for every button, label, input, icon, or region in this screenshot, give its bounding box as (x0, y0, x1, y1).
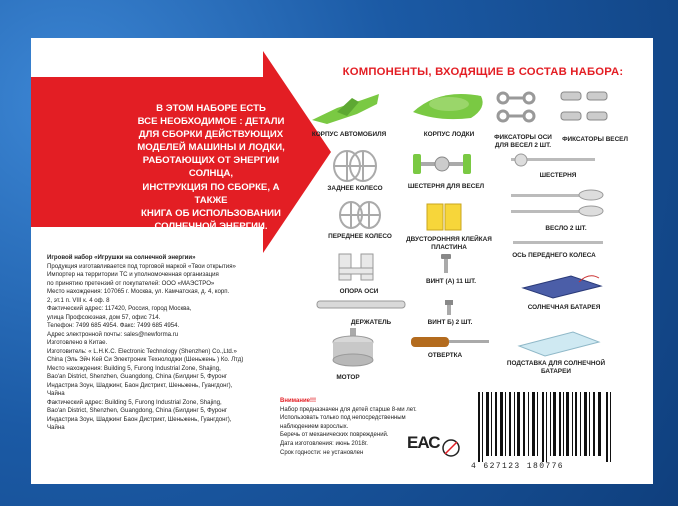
components-title: КОМПОНЕНТЫ, ВХОДЯЩИЕ В СОСТАВ НАБОРА: (342, 66, 624, 78)
motor-label: МОТОР (336, 374, 360, 381)
screwdriver-image (409, 334, 493, 350)
arrow-text: В ЭТОМ НАБОРЕ ЕСТЬ ВСЕ НЕОБХОДИМОЕ : ДЕТАЛИ ДЛЯ СБОРКИ ДЕЙСТВУЮЩИХ МОДЕЛЕЙ МАШИНЫ И ЛОДКИ, РАБОТАЮЩИХ ОТ ЭНЕРГИИ СОЛНЦА, ИНСТРУКЦИЯ ПО СБОРКЕ, А ТАКЖЕ КНИГА ОБ ИСПОЛЬЗОВАНИИ СОЛНЕЧНОЙ ЭНЕРГИИ. (137, 103, 285, 232)
screw-b-label: ВИНТ Б) 2 ШТ. (427, 319, 473, 326)
oar-fixers-image (557, 86, 615, 130)
front-axle-image (511, 236, 607, 250)
solar-battery-image (519, 268, 605, 302)
rear-wheel-label: ЗАДНЕЕ КОЛЕСО (327, 185, 383, 192)
front-axle-label: ОСЬ ПЕРЕДНЕГО КОЛЕСА (512, 252, 596, 259)
battery-stand-label: ПОДСТАВКА ДЛЯ СОЛНЕЧНОЙ БАТАРЕИ (506, 360, 606, 375)
barcode-number: 4 627123 180776 (471, 462, 565, 471)
car-body-image (307, 90, 387, 130)
age-warning-icon (441, 438, 461, 458)
holder-image (315, 296, 411, 312)
boat-body-image (409, 86, 489, 126)
screw-b-image (443, 298, 455, 318)
oar-clips-label: ФИКСАТОРЫ ОСИ ДЛЯ ВЕСЕЛ 2 ШТ. (494, 134, 552, 149)
legal-info: Игровой набор «Игрушки на солнечной энергии» Продукция изготавливается под торговой маркой «Твои открытия» Импортер на территории ТС и уполномоченная организация по принятию претензий от покупателей: ООО «МАЭСТРО» Место нахождения: 107065 г. Москва, ул. Камчатская, д. 4, корп. 2, эт.1 п. VIII к. 4 оф. 8 Фактический адрес: 117420, Россия, город Москва, улица Профсоюзная, дом 57, офис 714. Телефон: 7499 685 4954. Факс: 7499 685 4954. Адрес электронной почты: sales@newforma.ru Изготовлено в Китае. Изготовитель: « L.H.K.C. Electronic Technology (Shenzhen) Co.,Ltd.» China (Эль Эйч Кей Си Электроник Технолоджи (Шеньжень ) Ко. Лтд) Место нахождения: Building 5, Furong Industrial Zone, Shajing, Bao'an District, Shenzhen, Guangdong, China (Билдинг 5, Фуронг Индастриа Зоун, Шаджинг, Баон Дистрикт, Шеньжень, Гуангдонг), Чайна Фактический адрес: Building 5, Furong Industrial Zone, Shajing, Bao'an District, Shenzhen, Guangdong, China (Билдинг 5, Фуронг Индастриа Зоун, Шаджинг Баон Дистрикт, Шеньжень, Гуангдонг), Чайна (47, 254, 244, 431)
package-panel (31, 38, 653, 484)
axle-support-label: ОПОРА ОСИ (339, 288, 379, 295)
oar-label: ВЕСЛО 2 ШТ. (545, 225, 587, 232)
oar-gear-label: ШЕСТЕРНЯ ДЛЯ ВЕСЕЛ (407, 183, 485, 190)
oar-fixers-label: ФИКСАТОРЫ ВЕСЕЛ (562, 136, 628, 143)
screwdriver-label: ОТВЕРТКА (427, 352, 463, 359)
boat-body-label: КОРПУС ЛОДКИ (423, 131, 475, 138)
rear-wheel-image (329, 146, 381, 186)
motor-image (327, 326, 379, 368)
screw-a-label: ВИНТ (А) 11 ШТ. (425, 278, 477, 285)
warning-block: Внимание!!! Набор предназначен для детей старше 8-ми лет. Использовать только под непосредственным наблюдением взрослых. Беречь от механических повреждений. Дата изготовления: июнь 2018г. Срок годности: не установлен (280, 397, 460, 457)
holder-label: ДЕРЖАТЕЛЬ (350, 319, 392, 326)
front-wheel-label: ПЕРЕДНЕЕ КОЛЕСО (328, 233, 392, 240)
eac-mark: ЕАС (407, 433, 440, 452)
axle-support-image (335, 248, 381, 286)
adhesive-plate-label: ДВУСТОРОННЯЯ КЛЕЙКАЯ ПЛАСТИНА (406, 236, 492, 251)
oar-clips-image (493, 88, 541, 128)
oar-gear-image (409, 150, 475, 180)
gear-label: ШЕСТЕРНЯ (539, 172, 577, 179)
barcode-image (476, 392, 616, 462)
gear-image (509, 150, 599, 170)
screw-a-image (439, 252, 453, 276)
adhesive-plate-image (425, 202, 465, 234)
solar-battery-label: СОЛНЕЧНАЯ БАТАРЕЯ (527, 304, 601, 311)
warning-heading: Внимание!!! (280, 398, 316, 404)
battery-stand-image (515, 320, 603, 360)
car-body-label: КОРПУС АВТОМОБИЛЯ (311, 131, 387, 138)
oar-image (507, 186, 607, 220)
front-wheel-image (333, 198, 389, 232)
